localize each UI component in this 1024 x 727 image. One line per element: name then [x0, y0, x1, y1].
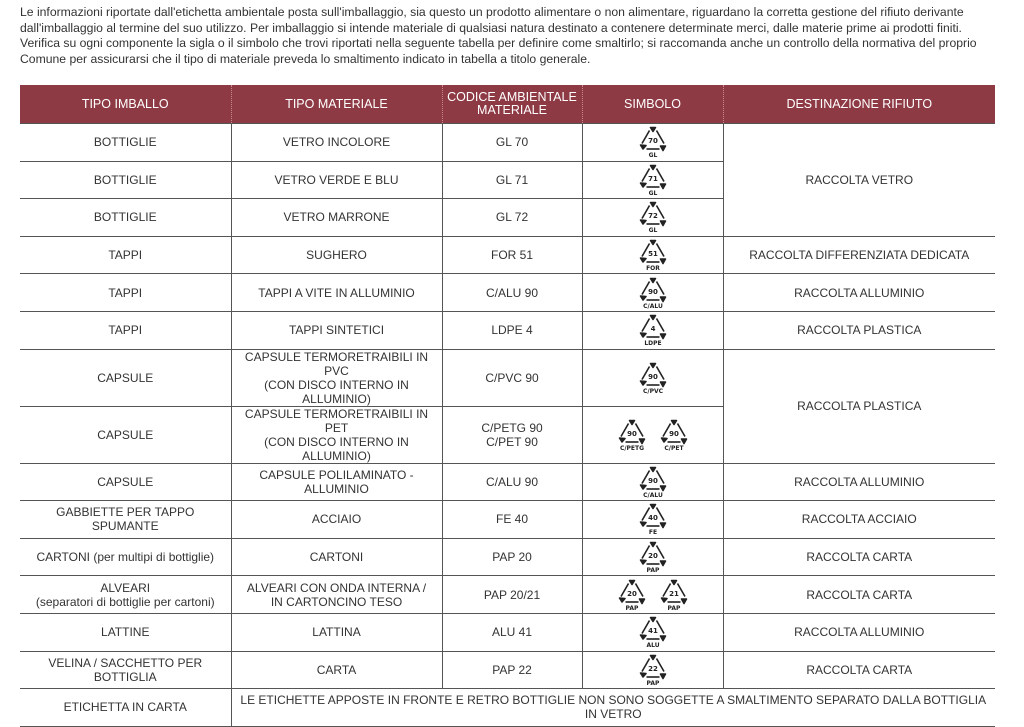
table-row-etichetta — [20, 689, 995, 727]
cell-codice-ambientale: C/PVC 90 — [442, 349, 582, 406]
table-row — [20, 311, 995, 349]
cell-destinazione-rifiuto: RACCOLTA CARTA — [723, 651, 995, 689]
cell-simbolo — [582, 501, 723, 539]
cell-tipo-materiale: CAPSULE TERMORETRAIBILI IN PET (CON DISCO INTERNO IN ALLUMINIO) — [231, 406, 442, 463]
cell-tipo-imballo: BOTTIGLIE — [20, 161, 231, 199]
cell-tipo-imballo: TAPPI — [20, 311, 231, 349]
recycle-symbol-number: 90 — [647, 372, 658, 381]
cell-destinazione-rifiuto: RACCOLTA CARTA — [723, 538, 995, 576]
recycle-icon — [617, 578, 647, 612]
cell-destinazione-rifiuto: RACCOLTA ALLUMINIO — [723, 613, 995, 651]
recycle-symbol-abbr: C/PETG — [619, 444, 644, 452]
cell-tipo-imballo: BOTTIGLIE — [20, 199, 231, 237]
recycle-icon — [638, 125, 668, 159]
cell-tipo-imballo: ETICHETTA IN CARTA — [20, 689, 231, 727]
table-row — [20, 501, 995, 539]
environmental-label-table — [20, 85, 995, 727]
cell-tipo-imballo: ALVEARI (separatori di bottiglie per cartoni) — [20, 576, 231, 614]
recycle-symbol-number: 90 — [668, 429, 679, 438]
recycle-symbol-abbr: GL — [648, 227, 657, 235]
cell-simbolo — [582, 236, 723, 274]
cell-tipo-materiale: CAPSULE POLILAMINATO - ALLUMINIO — [231, 463, 442, 501]
cell-tipo-imballo: TAPPI — [20, 236, 231, 274]
recycle-symbol-number: 40 — [647, 514, 658, 523]
table-row — [20, 613, 995, 651]
cell-codice-ambientale: LDPE 4 — [442, 311, 582, 349]
header-tipo-materiale: TIPO MATERIALE — [231, 85, 442, 124]
intro-text — [20, 5, 1005, 67]
cell-simbolo — [582, 349, 723, 406]
cell-etichetta-note: LE ETICHETTE APPOSTE IN FRONTE E RETRO BOTTIGLIE NON SONO SOGGETTE A SMALTIMENTO SEPARATO DALLA BOTTIGLIA IN VETRO — [231, 689, 995, 727]
recycle-icon — [659, 578, 689, 612]
recycle-symbol-number: 72 — [647, 212, 658, 221]
cell-simbolo — [582, 538, 723, 576]
cell-simbolo — [582, 199, 723, 237]
recycle-icon — [638, 238, 668, 272]
recycle-symbol-number: 41 — [647, 627, 658, 636]
cell-simbolo — [582, 161, 723, 199]
recycle-symbol-number: 90 — [647, 476, 658, 485]
cell-simbolo — [582, 124, 723, 162]
cell-codice-ambientale: C/ALU 90 — [442, 463, 582, 501]
recycle-symbol-abbr: PAP — [625, 604, 638, 612]
recycle-icon — [638, 653, 668, 687]
cell-destinazione-rifiuto: RACCOLTA VETRO — [723, 124, 995, 237]
recycle-symbol-abbr: GL — [648, 189, 657, 197]
table-row — [20, 576, 995, 614]
cell-destinazione-rifiuto: RACCOLTA PLASTICA — [723, 349, 995, 463]
cell-tipo-materiale: ACCIAIO — [231, 501, 442, 539]
recycle-symbol-abbr: C/PET — [663, 444, 684, 452]
cell-tipo-imballo: VELINA / SACCHETTO PER BOTTIGLIA — [20, 651, 231, 689]
recycle-symbol-number: 21 — [668, 589, 679, 598]
header-destinazione-rifiuto: DESTINAZIONE RIFIUTO — [723, 85, 995, 124]
cell-tipo-materiale: VETRO MARRONE — [231, 199, 442, 237]
header-simbolo: SIMBOLO — [582, 85, 723, 124]
cell-codice-ambientale: FE 40 — [442, 501, 582, 539]
cell-tipo-imballo: CAPSULE — [20, 349, 231, 406]
header-codice-ambientale: CODICE AMBIENTALE MATERIALE — [442, 85, 582, 124]
recycle-symbol-abbr: C/PVC — [642, 387, 663, 395]
recycle-symbol-abbr: PAP — [646, 679, 659, 687]
cell-tipo-imballo: CAPSULE — [20, 406, 231, 463]
recycle-symbol-abbr: PAP — [646, 567, 659, 575]
recycle-symbol-number: 20 — [626, 589, 637, 598]
cell-destinazione-rifiuto: RACCOLTA ALLUMINIO — [723, 463, 995, 501]
intro-paragraph-2: Verifica su ogni componente la sigla o il simbolo che trovi riportati nella seguente tabella per definire come smaltirlo; si raccomanda anche un controllo della normativa del proprio Comune per assicurarsi che il tipo di materiale preveda lo smaltimento indicato in tabella a titolo generale. — [20, 36, 977, 66]
recycle-symbol-abbr: PAP — [667, 604, 680, 612]
cell-codice-ambientale: ALU 41 — [442, 613, 582, 651]
cell-destinazione-rifiuto: RACCOLTA DIFFERENZIATA DEDICATA — [723, 236, 995, 274]
cell-destinazione-rifiuto: RACCOLTA ACCIAIO — [723, 501, 995, 539]
cell-tipo-materiale: TAPPI A VITE IN ALLUMINIO — [231, 274, 442, 312]
cell-codice-ambientale: GL 72 — [442, 199, 582, 237]
recycle-symbol-number: 90 — [647, 287, 658, 296]
recycle-symbol-number: 20 — [647, 552, 658, 561]
recycle-icon — [638, 465, 668, 499]
recycle-symbol-number: 71 — [647, 174, 658, 183]
cell-codice-ambientale: GL 70 — [442, 124, 582, 162]
recycle-icon — [659, 418, 689, 452]
cell-tipo-imballo: LATTINE — [20, 613, 231, 651]
recycle-icon — [638, 163, 668, 197]
header-tipo-imballo: TIPO IMBALLO — [20, 85, 231, 124]
cell-tipo-materiale: TAPPI SINTETICI — [231, 311, 442, 349]
cell-simbolo — [582, 463, 723, 501]
cell-destinazione-rifiuto: RACCOLTA CARTA — [723, 576, 995, 614]
recycle-symbol-number: 90 — [626, 429, 637, 438]
recycle-symbol-abbr: ALU — [645, 642, 660, 650]
cell-tipo-materiale: LATTINA — [231, 613, 442, 651]
cell-tipo-materiale: CARTONI — [231, 538, 442, 576]
recycle-symbol-abbr: FOR — [645, 265, 660, 273]
recycle-symbol-number: 51 — [647, 250, 658, 259]
table-row — [20, 274, 995, 312]
cell-tipo-imballo: TAPPI — [20, 274, 231, 312]
cell-tipo-materiale: SUGHERO — [231, 236, 442, 274]
cell-destinazione-rifiuto: RACCOLTA PLASTICA — [723, 311, 995, 349]
recycle-icon — [638, 502, 668, 536]
cell-tipo-materiale: VETRO INCOLORE — [231, 124, 442, 162]
cell-codice-ambientale: PAP 20/21 — [442, 576, 582, 614]
cell-tipo-imballo: GABBIETTE PER TAPPO SPUMANTE — [20, 501, 231, 539]
table-row — [20, 124, 995, 162]
recycle-symbol-abbr: GL — [648, 152, 657, 160]
cell-tipo-imballo: CARTONI (per multipi di bottiglie) — [20, 538, 231, 576]
cell-codice-ambientale: C/PETG 90 C/PET 90 — [442, 406, 582, 463]
cell-simbolo — [582, 651, 723, 689]
intro-paragraph-1: Le informazioni riportate dall'etichetta ambientale posta sull'imballaggio, sia questo un prodotto alimentare o non alimentare, riguardano la corretta gestione del rifiuto derivante dall'imballaggio al termine del suo utilizzo. Per imballaggio si intende materiale di qualsiasi natura destinato a contenere determinate merci, dalle materie prime ai prodotti finiti. — [20, 5, 964, 35]
cell-simbolo — [582, 311, 723, 349]
cell-tipo-imballo: CAPSULE — [20, 463, 231, 501]
recycle-symbol-number: 70 — [647, 137, 658, 146]
recycle-icon — [638, 615, 668, 649]
recycle-symbol-number: 4 — [650, 325, 655, 334]
cell-simbolo — [582, 406, 723, 463]
table-row — [20, 538, 995, 576]
recycle-symbol-abbr: LDPE — [643, 340, 662, 348]
cell-codice-ambientale: PAP 22 — [442, 651, 582, 689]
cell-codice-ambientale: FOR 51 — [442, 236, 582, 274]
table-row — [20, 463, 995, 501]
recycle-symbol-abbr: C/ALU — [642, 302, 663, 310]
recycle-icon — [617, 418, 647, 452]
table-row — [20, 651, 995, 689]
cell-tipo-materiale: VETRO VERDE E BLU — [231, 161, 442, 199]
recycle-icon — [638, 313, 668, 347]
table-header-row — [20, 85, 995, 124]
table-row — [20, 349, 995, 406]
recycle-icon — [638, 361, 668, 395]
cell-tipo-materiale: CAPSULE TERMORETRAIBILI IN PVC (CON DISCO INTERNO IN ALLUMINIO) — [231, 349, 442, 406]
recycle-symbol-number: 22 — [647, 664, 658, 673]
recycle-symbol-abbr: C/ALU — [642, 491, 663, 499]
cell-codice-ambientale: C/ALU 90 — [442, 274, 582, 312]
recycle-icon — [638, 200, 668, 234]
cell-tipo-materiale: ALVEARI CON ONDA INTERNA / IN CARTONCINO TESO — [231, 576, 442, 614]
recycle-symbol-abbr: FE — [648, 529, 657, 537]
recycle-icon — [638, 276, 668, 310]
cell-simbolo — [582, 613, 723, 651]
cell-codice-ambientale: PAP 20 — [442, 538, 582, 576]
cell-tipo-imballo: BOTTIGLIE — [20, 124, 231, 162]
recycle-icon — [638, 540, 668, 574]
cell-simbolo — [582, 576, 723, 614]
cell-codice-ambientale: GL 71 — [442, 161, 582, 199]
cell-simbolo — [582, 274, 723, 312]
cell-destinazione-rifiuto: RACCOLTA ALLUMINIO — [723, 274, 995, 312]
table-row — [20, 236, 995, 274]
cell-tipo-materiale: CARTA — [231, 651, 442, 689]
